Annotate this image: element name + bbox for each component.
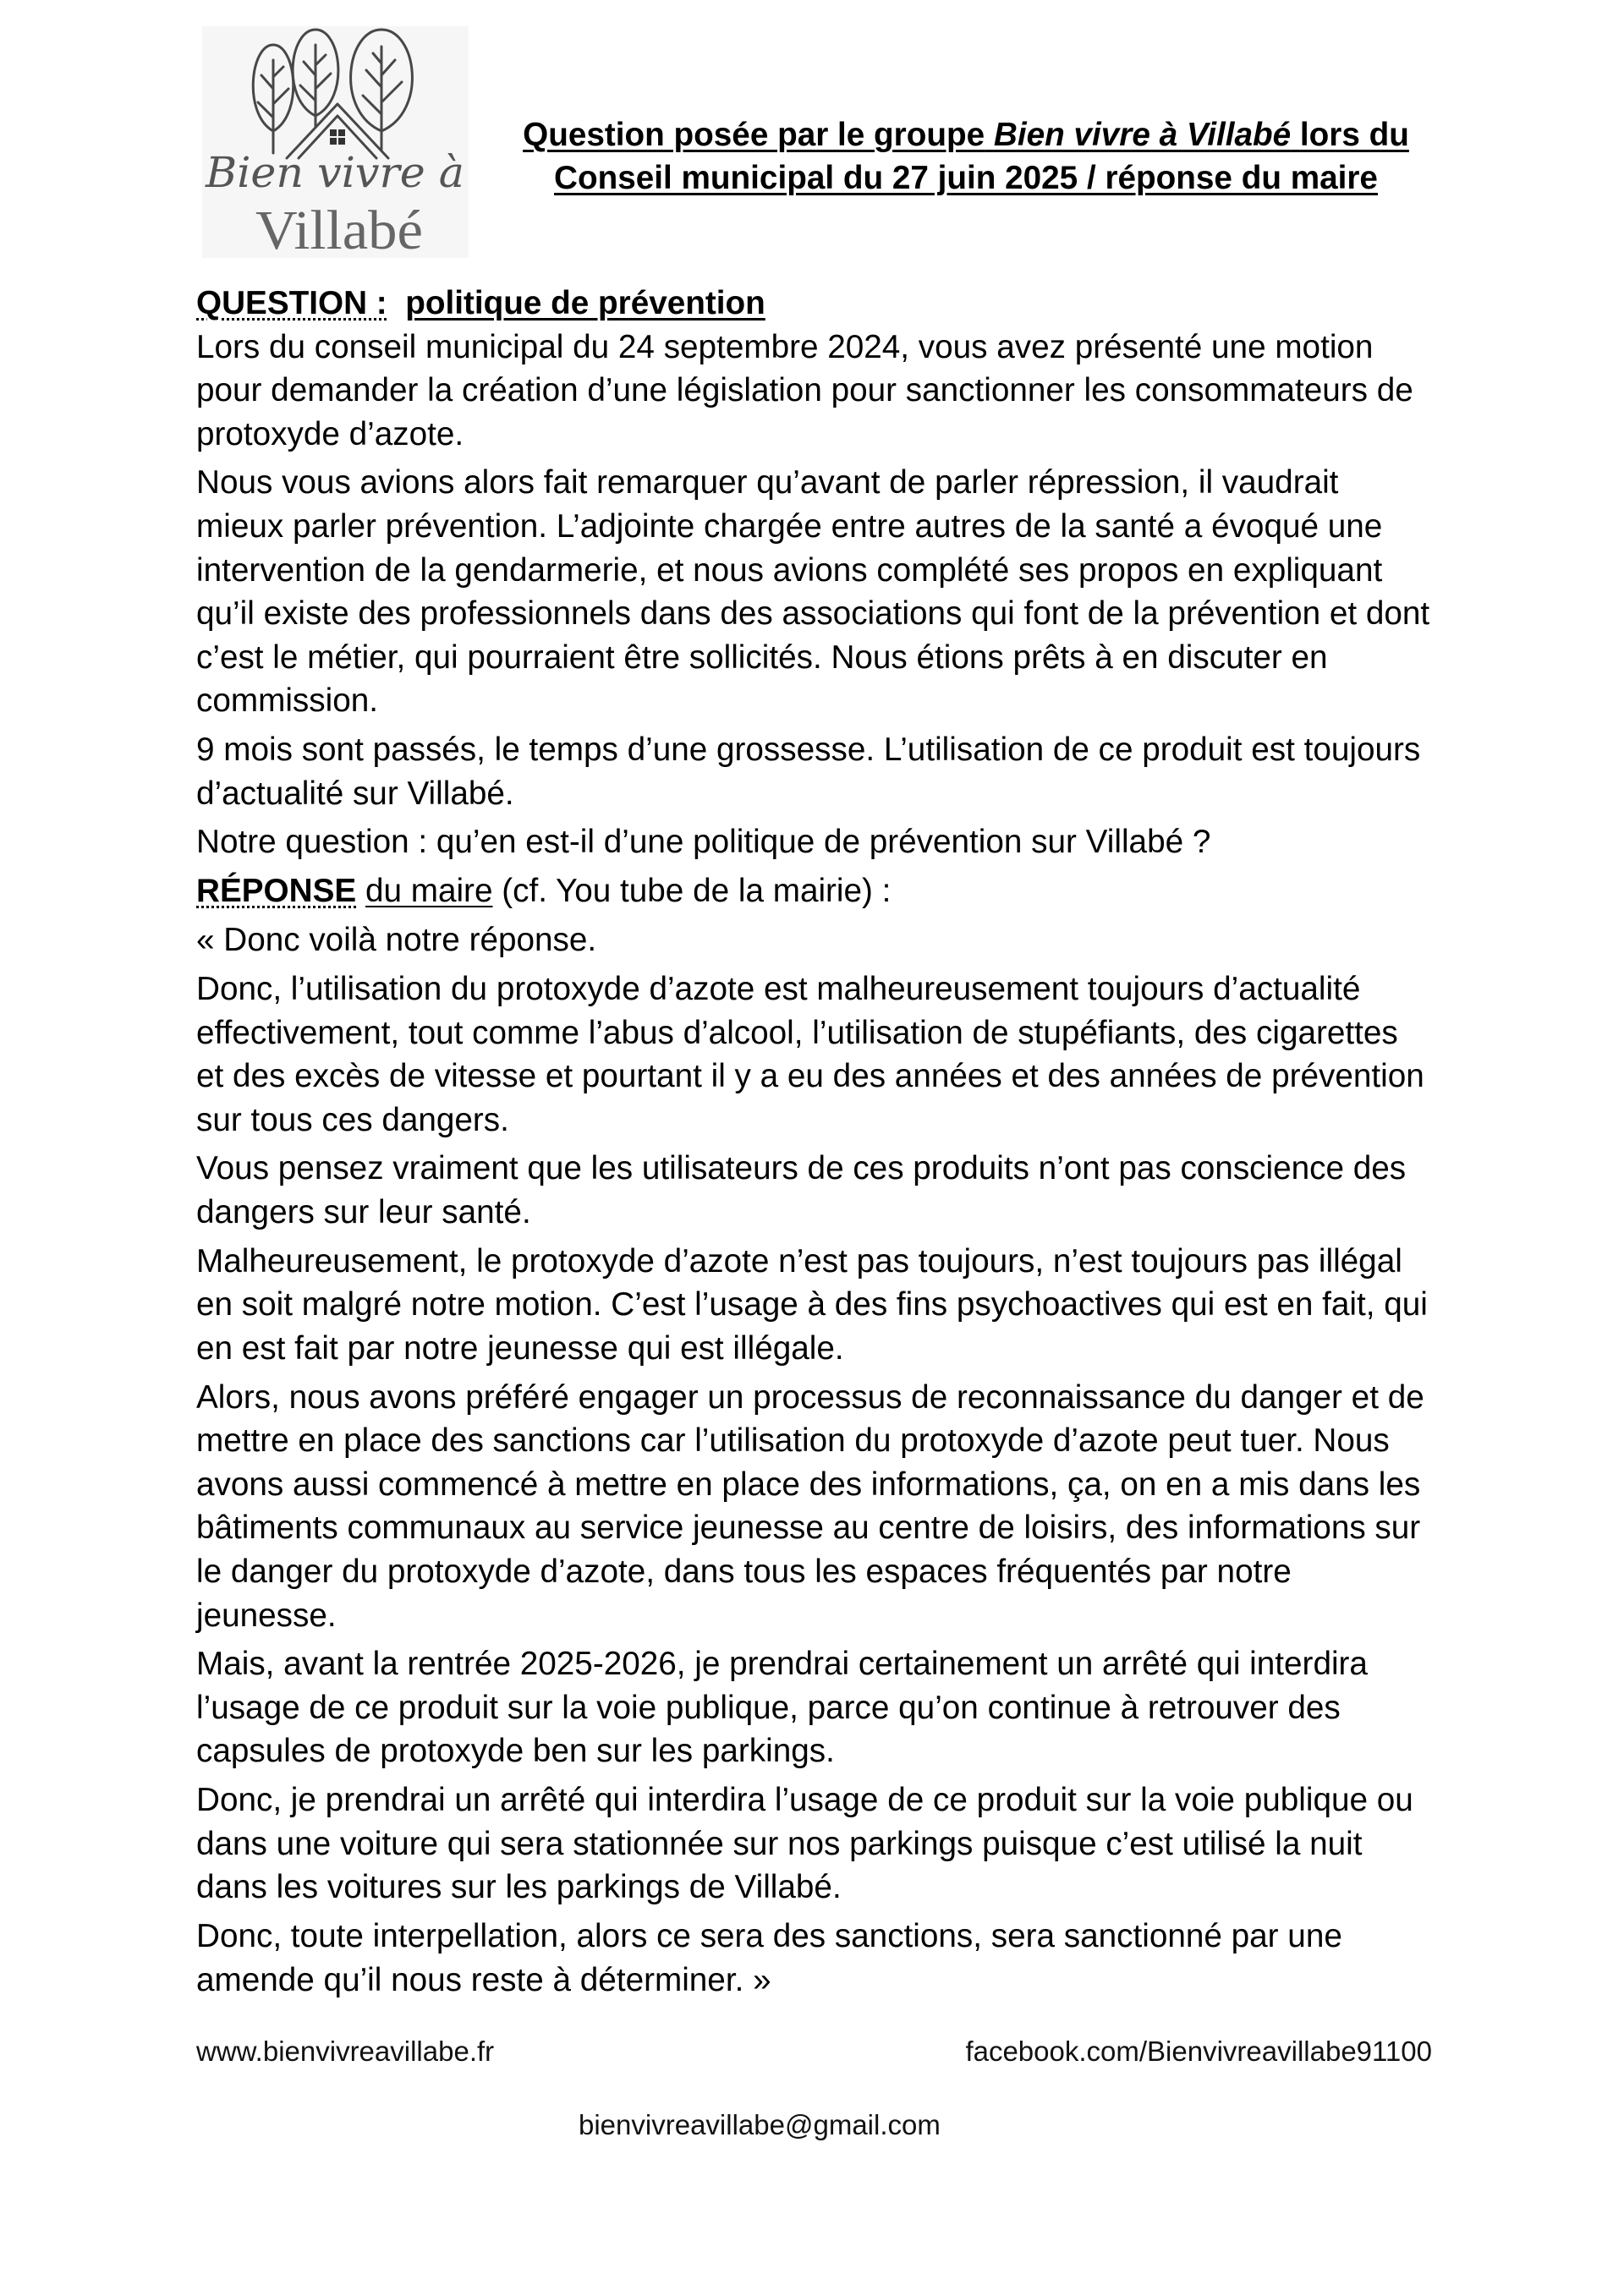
group-name: Bien vivre à Villabé bbox=[993, 117, 1292, 153]
title-line-1-end: lors du bbox=[1299, 117, 1409, 153]
response-line: Donc, toute interpellation, alors ce sera des sanctions, sera sanctionné par une bbox=[196, 1918, 1342, 1955]
title-line-1-start: Question posée par le groupe bbox=[523, 117, 985, 153]
question-paragraph bbox=[196, 326, 1448, 457]
response-line: « Donc voilà notre réponse. bbox=[196, 922, 597, 959]
response-paragraph bbox=[196, 967, 1448, 1142]
response-line: Malheureusement, le protoxyde d’azote n’est pas toujours, n’est toujours pas illégal bbox=[196, 1242, 1402, 1280]
response-paragraph bbox=[196, 1147, 1448, 1234]
response-line: Donc, je prendrai un arrêté qui interdira l’usage de ce produit sur la voie publique ou bbox=[196, 1782, 1413, 1819]
response-line: dans une voiture qui sera stationnée sur nos parkings puisque c’est utilisé la nuit bbox=[196, 1825, 1363, 1862]
response-line: Alors, nous avons préféré engager un processus de reconnaissance du danger et de bbox=[196, 1378, 1424, 1416]
title-line-2: Conseil municipal du 27 juin 2025 / réponse du maire bbox=[554, 159, 1378, 196]
response-line: l’usage de ce produit sur la voie publique, parce qu’on continue à retrouver des bbox=[196, 1689, 1341, 1726]
response-line: capsules de protoxyde ben sur les parkings. bbox=[196, 1733, 835, 1770]
logo-tagline: Bien vivre à bbox=[204, 148, 464, 197]
logo-graphic bbox=[202, 26, 469, 258]
question-line: qu’il existe des professionnels dans des associations qui font de la prévention et dont bbox=[196, 595, 1430, 633]
response-author: du maire bbox=[365, 873, 493, 910]
window-icon bbox=[330, 129, 345, 145]
question-paragraph bbox=[196, 820, 1448, 864]
response-paragraph bbox=[196, 1642, 1448, 1773]
response-line: mettre en place des sanctions car l’utilisation du protoxyde d’azote peut tuer. Nous bbox=[196, 1422, 1390, 1460]
question-section bbox=[196, 282, 1448, 864]
response-paragraph bbox=[196, 1376, 1448, 1637]
question-line: Nous vous avions alors fait remarquer qu’avant de parler répression, il vaudrait bbox=[196, 464, 1339, 501]
response-line: amende qu’il nous reste à déterminer. » bbox=[196, 1961, 771, 1998]
response-line: effectivement, tout comme l’abus d’alcool, l’utilisation de stupéfiants, des cigarettes bbox=[196, 1014, 1398, 1051]
question-line: d’actualité sur Villabé. bbox=[196, 775, 514, 812]
response-line: dangers sur leur santé. bbox=[196, 1194, 531, 1231]
response-heading bbox=[196, 869, 1448, 913]
question-line: intervention de la gendarmerie, et nous avions complété ses propos en expliquant bbox=[196, 551, 1383, 589]
response-paragraph bbox=[196, 1915, 1448, 2002]
question-label: QUESTION : bbox=[196, 285, 387, 321]
response-line: en soit malgré notre motion. C’est l’usage à des fins psychoactives qui est en fait, qui bbox=[196, 1286, 1428, 1323]
response-paragraph bbox=[196, 1778, 1448, 1910]
response-line: Donc, l’utilisation du protoxyde d’azote est malheureusement toujours d’actualité bbox=[196, 970, 1361, 1007]
question-line: protoxyde d’azote. bbox=[196, 415, 464, 452]
response-line: Vous pensez vraiment que les utilisateurs de ces produits n’ont pas conscience des bbox=[196, 1150, 1407, 1187]
question-line: pour demander la création d’une législation pour sanctionner les consommateurs de bbox=[196, 372, 1413, 409]
response-line: Mais, avant la rentrée 2025-2026, je prendrai certainement un arrêté qui interdira bbox=[196, 1646, 1368, 1683]
question-line: mieux parler prévention. L’adjointe chargée entre autres de la santé a évoqué une bbox=[196, 508, 1383, 545]
question-heading bbox=[196, 282, 1448, 326]
email-text: bienvivreavillabe@gmail.com bbox=[579, 2109, 941, 2140]
logo bbox=[202, 26, 469, 258]
document-title bbox=[499, 114, 1433, 200]
response-line: sur tous ces dangers. bbox=[196, 1101, 509, 1138]
response-label: RÉPONSE bbox=[196, 873, 357, 910]
response-paragraph bbox=[196, 1240, 1448, 1371]
website-text: www.bienvivreavillabe.fr bbox=[196, 2036, 495, 2067]
question-paragraph bbox=[196, 728, 1448, 815]
question-line: commission. bbox=[196, 682, 378, 720]
response-line: jeunesse. bbox=[196, 1597, 337, 1634]
logo-town: Villabé bbox=[255, 200, 423, 258]
response-line: avons aussi commencé à mettre en place des informations, ça, on en a mis dans les bbox=[196, 1466, 1421, 1503]
response-line: le danger du protoxyde d’azote, dans tous les espaces fréquentés par notre bbox=[196, 1553, 1292, 1590]
question-line: 9 mois sont passés, le temps d’une grossesse. L’utilisation de ce produit est toujours bbox=[196, 732, 1421, 769]
question-line: Lors du conseil municipal du 24 septembre 2024, vous avez présenté une motion bbox=[196, 328, 1374, 365]
tree-left-icon bbox=[253, 45, 293, 153]
title-line-1 bbox=[499, 114, 1433, 157]
document-body bbox=[196, 282, 1448, 2002]
question-line: Notre question : qu’en est-il d’une politique de prévention sur Villabé ? bbox=[196, 824, 1211, 861]
question-title: politique de prévention bbox=[405, 285, 765, 321]
response-line: et des excès de vitesse et pourtant il y a eu des années et des années de prévention bbox=[196, 1058, 1424, 1095]
response-source: (cf. You tube de la mairie) : bbox=[502, 873, 892, 910]
question-paragraph bbox=[196, 461, 1448, 722]
facebook-text: facebook.com/Bienvivreavillabe91100 bbox=[965, 2036, 1432, 2067]
question-line: c’est le métier, qui pourraient être sollicités. Nous étions prêts à en discuter en bbox=[196, 638, 1328, 676]
response-line: bâtiments communaux au service jeunesse au centre de loisirs, des informations sur bbox=[196, 1510, 1421, 1547]
response-section bbox=[196, 869, 1448, 2002]
response-line: dans les voitures sur les parkings de Villabé. bbox=[196, 1869, 842, 1906]
response-paragraph bbox=[196, 918, 1448, 962]
response-line: en est fait par notre jeunesse qui est illégale. bbox=[196, 1329, 844, 1367]
